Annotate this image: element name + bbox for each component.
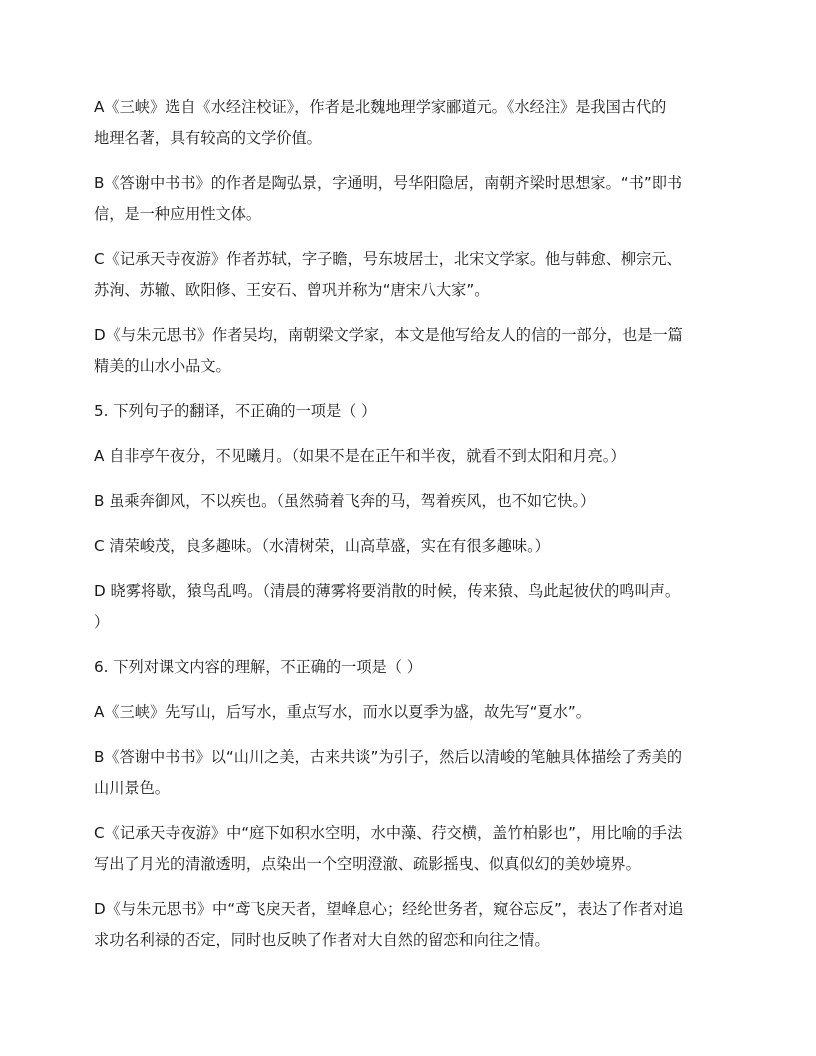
- question-5-option-d-line-1: D 晓雾将歇，猿鸟乱鸣。（清晨的薄雾将要消散的时候，传来猿、鸟此起彼伏的鸣叫声。: [94, 582, 681, 600]
- option-b-daxie-line-2: 信，是一种应用性文体。: [94, 205, 262, 223]
- question-6-option-b-line-2: 山川景色。: [94, 779, 170, 797]
- question-5-option-c: C 清荣峻茂，良多趣味。（水清树荣，山高草盛，实在有很多趣味。）: [94, 537, 550, 555]
- question-6-stem: 6. 下列对课文内容的理解，不正确的一项是（ ）: [94, 658, 422, 676]
- option-d-zhuyuansi-line-1: D《与朱元思书》作者吴均，南朝梁文学家，本文是他写给友人的信的一部分，也是一篇: [94, 326, 683, 344]
- option-c-chengtian-line-1: C《记承天寺夜游》作者苏轼，字子瞻，号东坡居士，北宋文学家。他与韩愈、柳宗元、: [94, 250, 682, 268]
- option-a-sanxia-line-2: 地理名著，具有较高的文学价值。: [94, 129, 322, 147]
- question-6-option-d-line-2: 求功名利禄的否定，同时也反映了作者对大自然的留恋和向往之情。: [94, 931, 550, 949]
- option-c-chengtian-line-2: 苏洵、苏辙、欧阳修、王安石、曾巩并称为“唐宋八大家”。: [94, 281, 490, 299]
- option-d-zhuyuansi-line-2: 精美的山水小品文。: [94, 357, 231, 375]
- question-6-option-b-line-1: B《答谢中书书》以“山川之美，古来共谈”为引子，然后以清峻的笔触具体描绘了秀美的: [94, 748, 683, 766]
- question-6-option-c-line-2: 写出了月光的清澈透明，点染出一个空明澄澈、疏影摇曳、似真似幻的美妙境界。: [94, 855, 641, 873]
- document-body: [94, 92, 724, 956]
- question-5-stem: 5. 下列句子的翻译，不正确的一项是（ ）: [94, 402, 377, 420]
- question-6-option-d-line-1: D《与朱元思书》中“鸢飞戾天者，望峰息心；经纶世务者，窥谷忘反”，表达了作者对追: [94, 900, 684, 918]
- option-a-sanxia-line-1: A《三峡》选自《水经注校证》，作者是北魏地理学家郦道元。《水经注》是我国古代的: [94, 98, 667, 116]
- option-b-daxie-line-1: B《答谢中书书》的作者是陶弘景，字通明，号华阳隐居，南朝齐梁时思想家。“书”即书: [94, 174, 683, 192]
- question-6-option-c-line-1: C《记承天寺夜游》中“庭下如积水空明，水中藻、荇交横，盖竹柏影也”，用比喻的手法: [94, 824, 683, 842]
- question-5-option-d-line-2: ）: [94, 613, 110, 631]
- question-5-option-a: A 自非亭午夜分，不见曦月。（如果不是在正午和半夜，就看不到太阳和月亮。）: [94, 447, 626, 465]
- question-6-option-a: A《三峡》先写山，后写水，重点写水，而水以夏季为盛，故先写“夏水”。: [94, 703, 591, 721]
- question-5-option-b: B 虽乘奔御风，不以疾也。（虽然骑着飞奔的马，驾着疾风，也不如它快。）: [94, 492, 596, 510]
